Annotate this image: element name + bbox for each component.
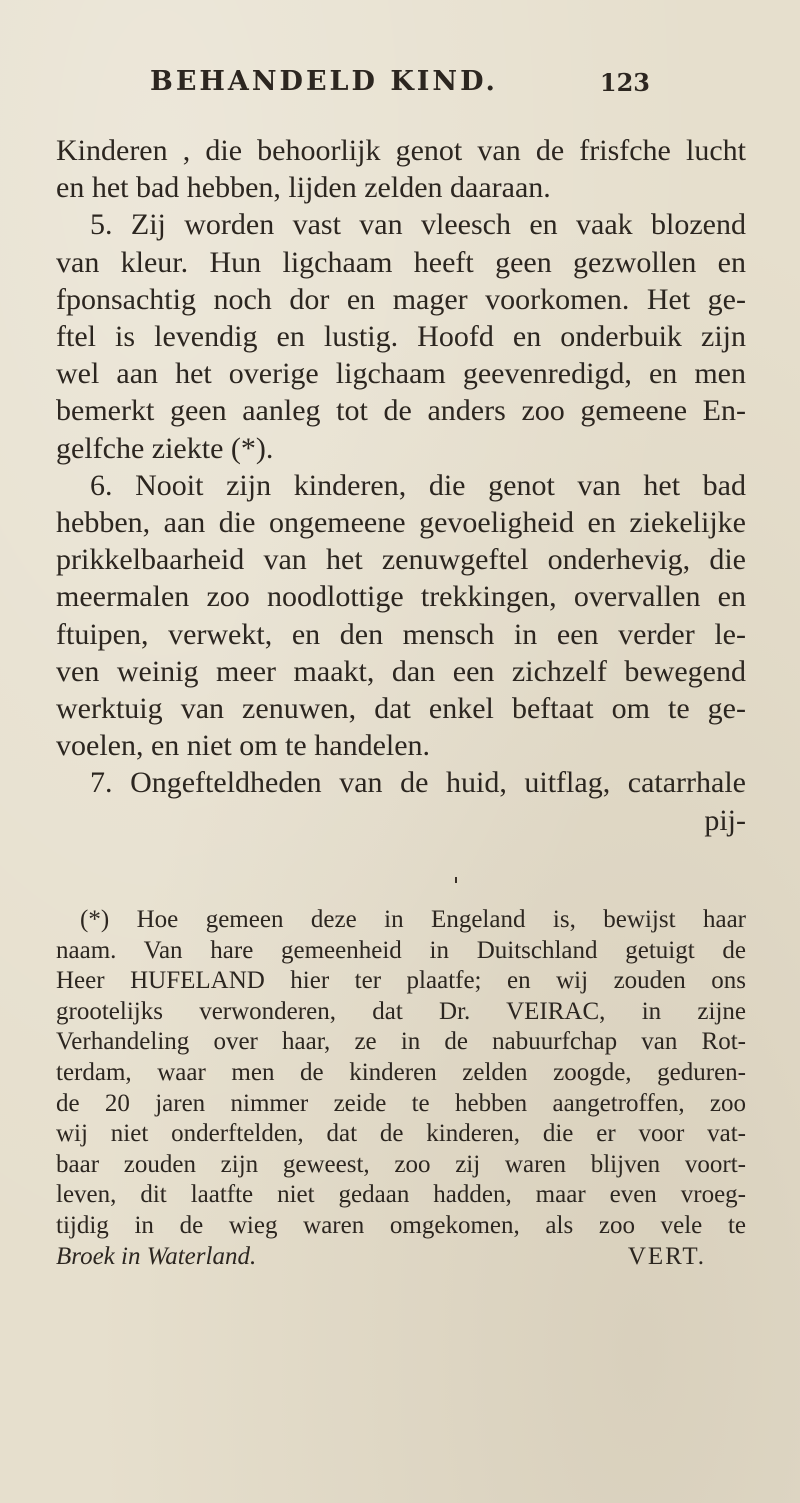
text-line: 5. Zij worden vast van vleesch en vaak blozend — [90, 208, 746, 242]
footnote-last-line — [56, 1242, 746, 1273]
text-line: voelen, en niet om te handelen. — [56, 729, 431, 763]
text-line: prikkelbaarheid van het zenuwgeftel onderhevig, die — [56, 543, 746, 577]
footnote-line: baar zouden zijn geweest, zoo zij waren blijven voort- — [56, 1150, 746, 1178]
page-header — [150, 66, 650, 106]
footnote-line: Broek in Waterland. — [56, 1242, 257, 1270]
text-line: gelfche ziekte (*). — [56, 431, 274, 465]
text-line: ven weinig meer maakt, dan een zichzelf bewegend — [56, 654, 746, 688]
text-line: ftel is levendig en lustig. Hoofd en onderbuik zijn — [56, 320, 746, 354]
text-line: 7. Ongefteldheden van de huid, uitflag, catarrhale — [90, 766, 746, 800]
footnote-line: Heer HUFELAND hier ter plaatfe; en wij zouden ons — [56, 967, 746, 995]
text-line: bemerkt geen aanleg tot de anders zoo gemeene En- — [56, 394, 746, 428]
text-line: 6. Nooit zijn kinderen, die genot van het bad — [90, 468, 746, 502]
main-text — [56, 132, 746, 839]
page-number: 123 — [599, 68, 650, 97]
text-line: werktuig van zenuwen, dat enkel beftaat om te ge- — [56, 692, 746, 726]
footnote-line: grootelijks verwonderen, dat Dr. VEIRAC, in zijne — [56, 997, 746, 1025]
text-line: van kleur. Hun ligchaam heeft geen gezwollen en — [56, 245, 746, 279]
text-line: en het bad hebben, lijden zelden daaraan. — [56, 171, 551, 205]
footnote-line: wij niet onderftelden, dat de kinderen, die er voor vat- — [56, 1120, 746, 1148]
text-line: hebben, aan die ongemeene gevoeligheid en ziekelijke — [56, 506, 746, 540]
catchword-line: pij- — [704, 803, 746, 837]
text-line: ftuipen, verwekt, en den mensch in een verder le- — [56, 617, 746, 651]
text-line: Kinderen , die behoorlijk genot van de frisfche lucht — [56, 134, 746, 167]
footnote-line: (*) Hoe gemeen deze in Engeland is, bewijst haar — [80, 906, 746, 933]
footnote — [56, 905, 746, 1272]
catchword: VERT. — [627, 1242, 706, 1270]
text-line: wel aan het overige ligchaam geevenredigd, en men — [56, 357, 746, 391]
text-line: fponsachtig noch dor en mager voorkomen. Het ge- — [56, 282, 746, 316]
footnote-line: tijdig in de wieg waren omgekomen, als zoo vele te — [56, 1211, 746, 1239]
footnote-line: de 20 jaren nimmer zeide te hebben aangetroffen, zoo — [56, 1089, 746, 1117]
ink-mark — [455, 877, 457, 883]
running-head: BEHANDELD KIND. — [150, 66, 498, 97]
footnote-line: terdam, waar men de kinderen zelden zoogde, geduren- — [56, 1058, 746, 1086]
footnote-line: leven, dit laatfte niet gedaan hadden, maar even vroeg- — [56, 1181, 746, 1209]
footnote-line: naam. Van hare gemeenheid in Duitschland getuigt de — [56, 936, 746, 964]
text-line: meermalen zoo noodlottige trekkingen, overvallen en — [56, 580, 746, 614]
footnote-line: Verhandeling over haar, ze in de nabuurfchap van Rot- — [56, 1028, 746, 1056]
